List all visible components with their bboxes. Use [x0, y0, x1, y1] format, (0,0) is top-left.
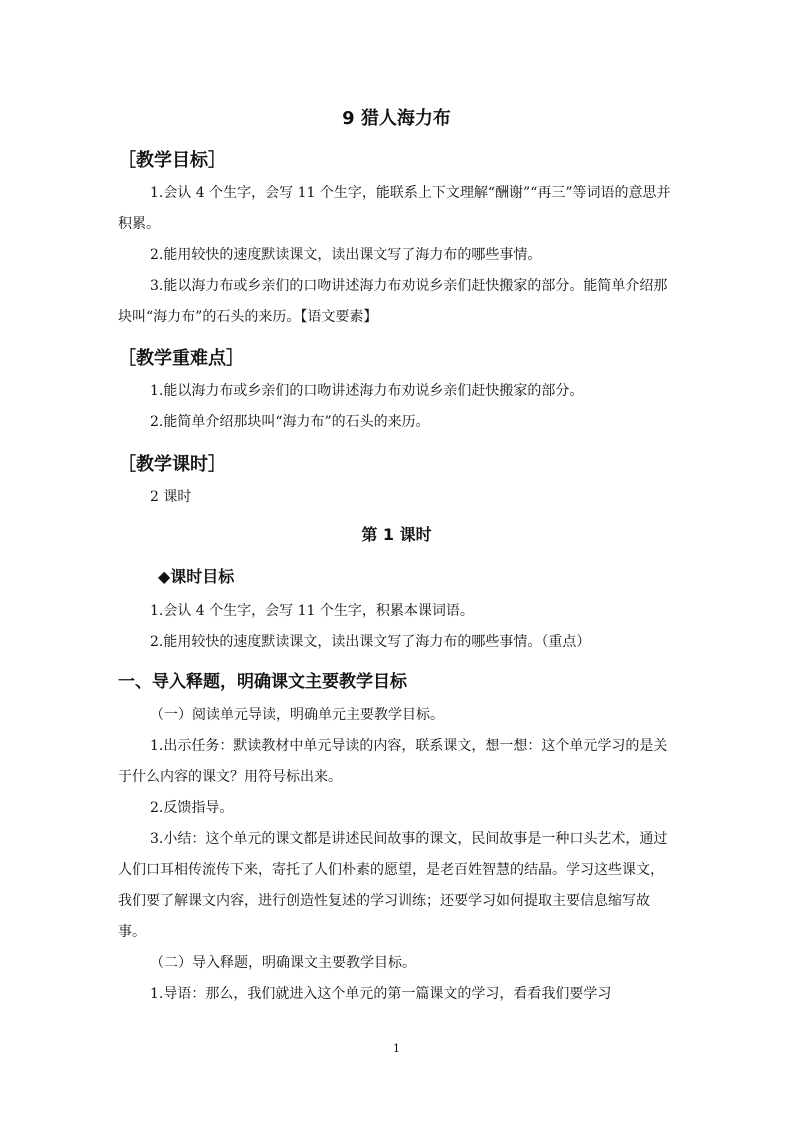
page-title: 9 猎人海力布: [342, 108, 451, 129]
part-1-item-6: 1.导语：那么，我们就进入这个单元的第一篇课文的学习，看看我们要学习: [150, 986, 612, 1002]
goal-3: 3.能以海力布或乡亲们的口吻讲述海力布劝说乡亲们赶快搬家的部分。能简单介绍那块叫“海力布”的石头的来历。【语文要素】: [118, 278, 668, 325]
teaching-hours-heading: ［教学课时］: [118, 454, 226, 475]
lesson-goals-heading: ◆课时目标: [158, 567, 235, 586]
part-1-heading: 一、导入释题，明确课文主要教学目标: [118, 672, 407, 692]
part-1-item-3: 2.反馈指导。: [150, 800, 234, 816]
teaching-hours-value: 2 课时: [150, 489, 192, 505]
lesson-goal-2: 2.能用较快的速度默读课文，读出课文写了海力布的哪些事情。（重点）: [150, 634, 591, 650]
lesson-goal-1: 1.会认 4 个生字，会写 11 个生字，积累本课词语。: [150, 603, 474, 619]
part-1-item-2: 1.出示任务：默读教材中单元导读的内容，联系课文，想一想：这个单元学习的是关于什么内容的课文？用符号标出来。: [118, 738, 668, 785]
teaching-goals-heading: ［教学目标］: [118, 150, 226, 171]
goal-1: 1.会认 4 个生字，会写 11 个生字，能联系上下文理解“酬谢”“再三”等词语的意思并积累。: [118, 185, 671, 232]
goal-2: 2.能用较快的速度默读课文，读出课文写了海力布的哪些事情。: [150, 247, 542, 263]
keypoint-2: 2.能简单介绍那块叫“海力布”的石头的来历。: [150, 414, 430, 430]
page-number: 1: [393, 1042, 400, 1055]
keypoint-1: 1.能以海力布或乡亲们的口吻讲述海力布劝说乡亲们赶快搬家的部分。: [150, 383, 584, 399]
key-points-heading: ［教学重难点］: [118, 348, 244, 369]
lesson-1-heading: 第 1 课时: [361, 525, 432, 544]
part-1-item-5: （二）导入释题，明确课文主要教学目标。: [150, 955, 416, 971]
part-1-item-4: 3.小结：这个单元的课文都是讲述民间故事的课文，民间故事是一种口头艺术，通过人们口耳相传流传下来，寄托了人们朴素的愿望，是老百姓智慧的结晶。学习这些课文，我们要了解课文内容，进行创造性复述的学习训练；还要学习如何提取主要信息缩写故事。: [118, 831, 668, 940]
part-1-item-1: （一）阅读单元导读，明确单元主要教学目标。: [150, 707, 444, 723]
